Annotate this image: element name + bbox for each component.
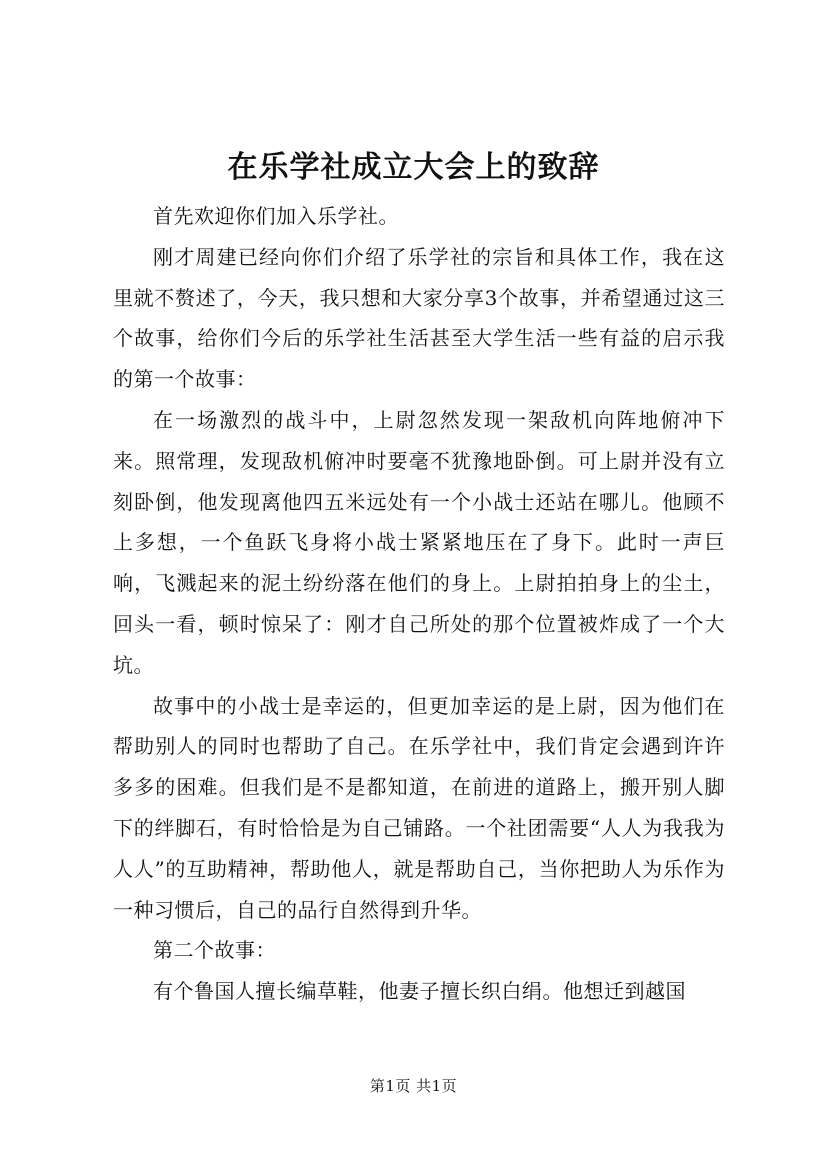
document-title: 在乐学社成立大会上的致辞 xyxy=(227,150,600,185)
paragraph-1: 首先欢迎你们加入乐学社。 xyxy=(153,204,399,228)
paragraph-6: 有个鲁国人擅长编草鞋，他妻子擅长织白绢。他想迁到越国 xyxy=(153,979,686,1004)
paragraph-3: 在一场激烈的战斗中，上尉忽然发现一架敌机向阵地俯冲下来。照常理，发现敌机俯冲时要毫不犹豫地卧倒。可上尉并没有立刻卧倒，他发现离他四五米远处有一个小战士还站在哪儿。他顾不上多想，一个鱼跃飞身将小战士紧紧地压在了身下。此时一声巨响，飞溅起来的泥土纷纷落在他们的身上。上尉拍拍身上的尘土，回头一看，顿时惊呆了：刚才自己所处的那个位置被炸成了一个大坑。 xyxy=(113,407,725,677)
paragraph-4: 故事中的小战士是幸运的，但更加幸运的是上尉，因为他们在帮助别人的同时也帮助了自己。在乐学社中，我们肯定会遇到许许多多的困难。但我们是不是都知道，在前进的道路上，搬开别人脚下的绊脚石，有时恰恰是为自己铺路。一个社团需要“人人为我我为人人”的互助精神，帮助他人，就是帮助自己，当你把助人为乐作为一种习惯后，自己的品行自然得到升华。 xyxy=(113,693,725,922)
paragraph-2: 刚才周建已经向你们介绍了乐学社的宗旨和具体工作，我在这里就不赘述了，今天，我只想和大家分享3个故事，并希望通过这三个故事，给你们今后的乐学社生活甚至大学生活一些有益的启示我的第一个故事： xyxy=(113,244,725,392)
document-body xyxy=(113,196,725,1012)
page-footer: 第1页 共1页 xyxy=(369,1077,458,1095)
paragraph-5: 第二个故事： xyxy=(153,938,276,963)
